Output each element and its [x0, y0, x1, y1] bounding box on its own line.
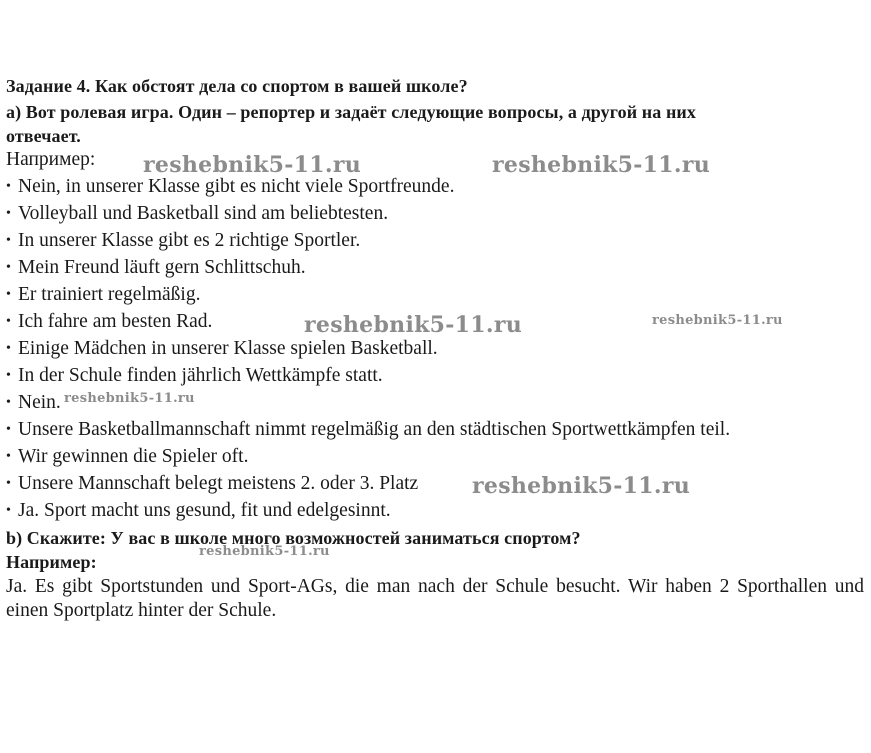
answer-item: • Unsere Basketballmannschaft nimmt regelmäßig an den städtischen Sportwettkämpfen teil.: [6, 418, 730, 442]
answer-item: • Volleyball und Basketball sind am beliebtesten.: [6, 202, 388, 226]
answer-item: • Einige Mädchen in unserer Klasse spielen Basketball.: [6, 337, 438, 361]
answer-item: • Ja. Sport macht uns gesund, fit und edelgesinnt.: [6, 499, 391, 523]
watermark: reshebnik5-11.ru: [492, 152, 711, 178]
answer-item: • Unsere Mannschaft belegt meistens 2. oder 3. Platz: [6, 472, 418, 496]
answer-item: • In unserer Klasse gibt es 2 richtige Sportler.: [6, 229, 360, 253]
task-title: Задание 4. Как обстоят дела со спортом в вашей школе?: [6, 76, 468, 96]
answer-item: • Er trainiert regelmäßig.: [6, 283, 200, 307]
watermark: reshebnik5-11.ru: [304, 312, 523, 338]
watermark: reshebnik5-11.ru: [472, 473, 691, 499]
answer-item: • Ich fahre am besten Rad.: [6, 310, 212, 334]
answer-item: • Mein Freund läuft gern Schlittschuh.: [6, 256, 306, 280]
answer-item: • Nein, in unserer Klasse gibt es nicht viele Sportfreunde.: [6, 175, 454, 199]
watermark: reshebnik5-11.ru: [199, 544, 330, 559]
part-a-instruction-line2: отвечает.: [6, 126, 81, 146]
part-b-instruction: b) Скажите: У вас в школе много возможностей заниматься спортом?: [6, 528, 581, 548]
answer-item: • In der Schule finden jährlich Wettkämpfe statt.: [6, 364, 383, 388]
watermark: reshebnik5-11.ru: [143, 152, 362, 178]
watermark: reshebnik5-11.ru: [64, 391, 195, 406]
example-label-a: Например:: [6, 149, 96, 170]
answer-item: • Wir gewinnen die Spieler oft.: [6, 445, 248, 469]
answer-item: • Nein.: [6, 391, 61, 415]
part-a-instruction-line1: a) Вот ролевая игра. Один – репортер и задаёт следующие вопросы, а другой на них: [6, 102, 696, 122]
watermark: reshebnik5-11.ru: [652, 313, 783, 328]
answer-b-paragraph: Ja. Es gibt Sportstunden und Sport-AGs, die man nach der Schule besucht. Wir haben 2 Sporthallen und einen Sportplatz hinter der Schule.: [6, 576, 864, 621]
example-label-b: Например:: [6, 552, 97, 572]
